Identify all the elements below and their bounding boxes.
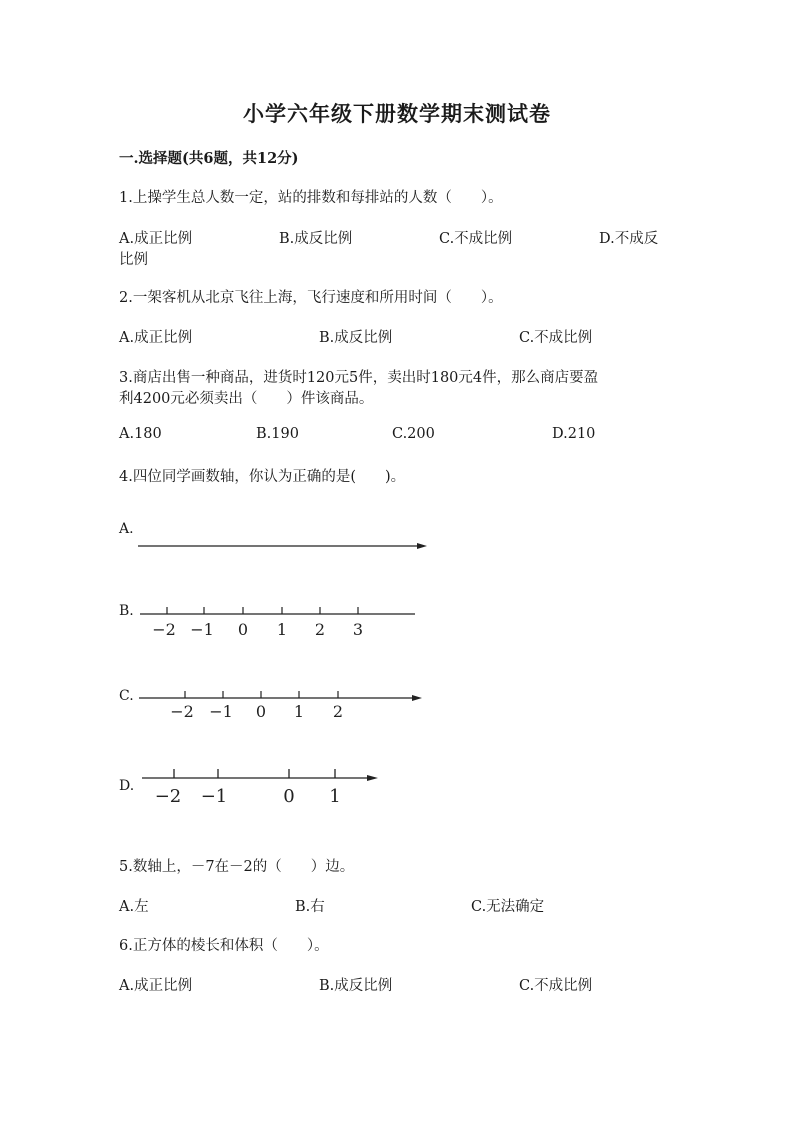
question-2-option-b[interactable]: B.成反比例	[319, 330, 393, 346]
number-line-c-figure	[135, 686, 435, 728]
tick-label: −2	[154, 786, 182, 807]
question-5-stem: 5.数轴上，－7在－2的（ ）边。	[119, 859, 355, 875]
tick-label: −2	[170, 702, 194, 721]
arrow-head-icon	[417, 543, 427, 549]
question-1-option-a[interactable]: A.成正比例	[119, 231, 193, 247]
tick-label: 2	[314, 620, 326, 639]
tick-label: −2	[152, 620, 176, 639]
tick-label: 0	[237, 620, 249, 639]
question-1-option-c[interactable]: C.不成比例	[439, 231, 513, 247]
number-line-d-figure	[138, 766, 388, 810]
question-1-option-d[interactable]: D.不成反	[599, 231, 659, 247]
question-3-option-c[interactable]: C.200	[392, 426, 435, 442]
question-2-stem: 2.一架客机从北京飞往上海，飞行速度和所用时间（ ）。	[119, 290, 503, 306]
question-4-option-b-label[interactable]: B.	[119, 603, 134, 619]
question-4-option-a-label[interactable]: A.	[119, 521, 134, 537]
question-4-option-d-label[interactable]: D.	[119, 778, 135, 794]
section-heading: 一.选择题(共6题，共12分)	[119, 150, 299, 167]
question-5-option-a[interactable]: A.左	[119, 899, 149, 915]
question-4-option-c-label[interactable]: C.	[119, 688, 134, 704]
number-line-a-figure	[135, 536, 435, 556]
question-2-option-a[interactable]: A.成正比例	[119, 330, 193, 346]
question-4-stem: 4.四位同学画数轴，你认为正确的是( )。	[119, 469, 406, 485]
question-6-stem: 6.正方体的棱长和体积（ ）。	[119, 938, 329, 954]
question-3-option-d[interactable]: D.210	[552, 426, 596, 442]
question-1-option-b[interactable]: B.成反比例	[279, 231, 353, 247]
tick-label: 3	[352, 620, 364, 639]
tick-label: 1	[276, 620, 288, 639]
tick-label: 1	[293, 702, 305, 721]
tick-label: −1	[190, 620, 214, 639]
question-6-option-b[interactable]: B.成反比例	[319, 978, 393, 994]
tick-label: 0	[283, 786, 295, 807]
page-title: 小学六年级下册数学期末测试卷	[243, 101, 551, 126]
question-1-option-d-continued: 比例	[119, 252, 148, 268]
tick-label: −1	[200, 786, 228, 807]
question-5-option-c[interactable]: C.无法确定	[471, 899, 545, 915]
tick-label: 2	[332, 702, 344, 721]
question-3-option-b[interactable]: B.190	[256, 426, 299, 442]
question-1-stem: 1.上操学生总人数一定，站的排数和每排站的人数（ ）。	[119, 190, 503, 206]
tick-label: 0	[255, 702, 267, 721]
arrow-head-icon	[412, 695, 422, 701]
question-6-option-c[interactable]: C.不成比例	[519, 978, 593, 994]
question-5-option-b[interactable]: B.右	[295, 899, 325, 915]
question-3-stem-line1: 3.商店出售一种商品，进货时120元5件，卖出时180元4件，那么商店要盈	[119, 370, 599, 386]
tick-label: 1	[329, 786, 341, 807]
question-6-option-a[interactable]: A.成正比例	[119, 978, 193, 994]
question-3-stem-line2: 利4200元必须卖出（ ）件该商品。	[119, 391, 374, 407]
number-line-b-figure	[135, 602, 425, 644]
tick-label: −1	[209, 702, 233, 721]
question-2-option-c[interactable]: C.不成比例	[519, 330, 593, 346]
question-3-option-a[interactable]: A.180	[119, 426, 162, 442]
arrow-head-icon	[367, 775, 378, 781]
